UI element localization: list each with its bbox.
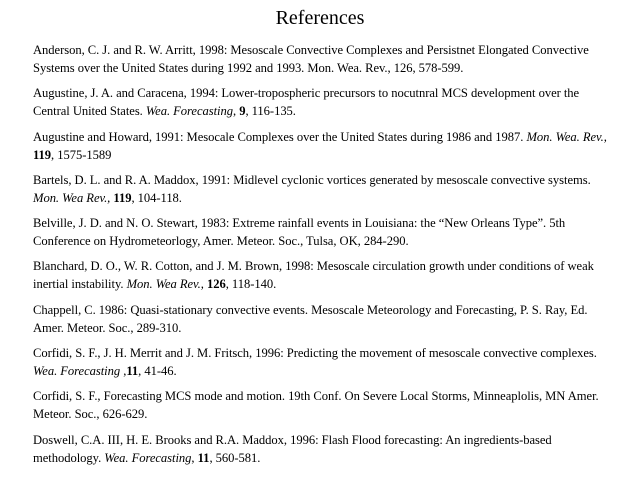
- page-range: , 118-140.: [225, 277, 277, 292]
- reference-text: Doswell, C.A. III, H. E. Brooks and R.A. Maddox, 1996: Flash Flood forecasting: An ingredients-based methodology.: [33, 432, 552, 465]
- reference-item: [33, 128, 618, 164]
- reference-list: [33, 41, 618, 474]
- reference-text: Corfidi, S. F., Forecasting MCS mode and motion. 19th Conf. On Severe Local Storms, Minneaplolis, MN Amer. Meteor. Soc., 626-629.: [33, 389, 599, 422]
- reference-item: [33, 84, 618, 120]
- page-range: , 560-581.: [209, 450, 261, 465]
- separator: ,: [191, 450, 198, 465]
- reference-text: Corfidi, S. F., J. H. Merrit and J. M. Fritsch, 1996: Predicting the movement of mesoscale convective complexes.: [33, 346, 597, 361]
- reference-item: [33, 171, 618, 207]
- volume-number: 126: [206, 277, 226, 292]
- reference-item: [33, 431, 618, 467]
- journal-name: Mon. Wea Rev.,: [126, 277, 204, 292]
- volume-number: 119: [113, 190, 132, 205]
- reference-text: Augustine and Howard, 1991: Mesocale Complexes over the United States during 1986 and 1987.: [33, 129, 527, 144]
- journal-name: Wea. Forecasting: [104, 450, 192, 465]
- reference-text: Belville, J. D. and N. O. Stewart, 1983: Extreme rainfall events in Louisiana: the “New Orleans Type”. 5th Conference on Hydrometeorlogy, Amer. Meteor. Soc., Tulsa, OK, 284-290.: [33, 216, 566, 249]
- volume-number: 119: [33, 147, 52, 162]
- reference-item: [33, 257, 618, 293]
- page-range: , 116-135.: [245, 104, 296, 119]
- separator: ,: [233, 104, 240, 119]
- reference-text: Bartels, D. L. and R. A. Maddox, 1991: Midlevel cyclonic vortices generated by mesoscale convective systems.: [33, 172, 591, 187]
- page-range: , 104-118.: [131, 190, 182, 205]
- page-range: , 1575-1589: [51, 147, 112, 162]
- reference-item: [33, 214, 618, 250]
- journal-name: Mon. Wea Rev.,: [33, 190, 111, 205]
- volume-number: 9: [239, 104, 246, 119]
- volume-number: 11: [197, 450, 210, 465]
- reference-item: [33, 41, 618, 77]
- separator: ,: [120, 364, 127, 379]
- reference-text: Chappell, C. 1986: Quasi-stationary convective events. Mesoscale Meteorology and Forecasting, P. S. Ray, Ed. Amer. Meteor. Soc., 289-310.: [33, 302, 588, 335]
- volume-number: 11: [126, 364, 139, 379]
- reference-text: Anderson, C. J. and R. W. Arritt, 1998: Mesoscale Convective Complexes and Persistnet Elongated Convective Systems over the United States during 1992 and 1993. Mon. Wea. Rev., 126, 578-599.: [33, 43, 589, 75]
- reference-item: [33, 387, 618, 423]
- reference-text: Blanchard, D. O., W. R. Cotton, and J. M. Brown, 1998: Mesoscale circulation growth under conditions of weak inertial instability.: [33, 259, 594, 292]
- reference-item: [33, 344, 618, 380]
- reference-item: [33, 301, 618, 337]
- journal-name: Mon. Wea. Rev.,: [526, 129, 607, 144]
- reference-text: Augustine, J. A. and Caracena, 1994: Lower-tropospheric precursors to nocutnral MCS development over the Central United States.: [33, 86, 580, 119]
- journal-name: Wea. Forecasting: [33, 364, 121, 379]
- page-title: References: [275, 7, 365, 29]
- journal-name: Wea. Forecasting: [145, 104, 233, 119]
- page-range: , 41-46.: [138, 364, 177, 379]
